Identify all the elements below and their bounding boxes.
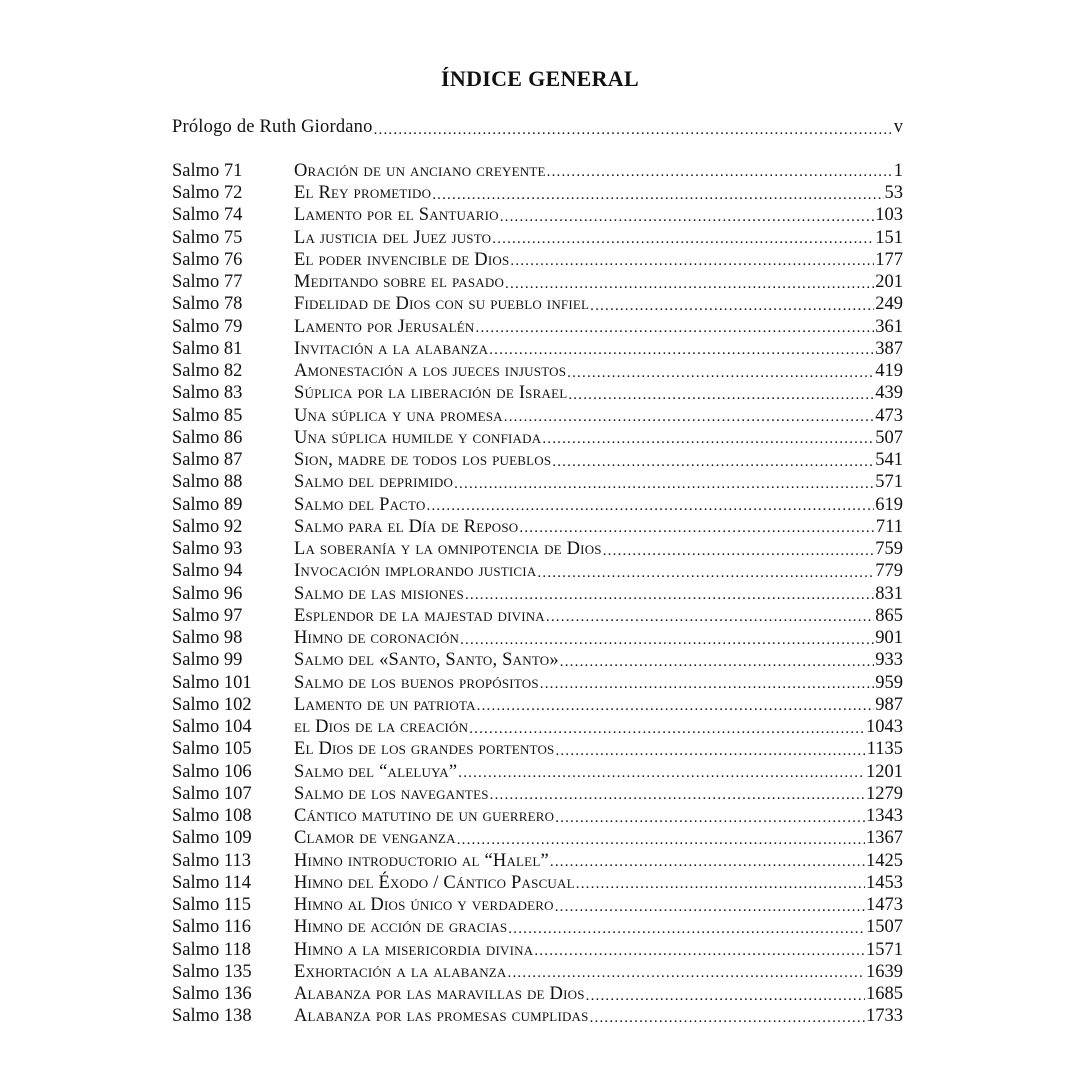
toc-entry bbox=[294, 918, 903, 937]
toc-entry bbox=[294, 562, 903, 581]
psalm-title: El Dios de los grandes portentos bbox=[294, 739, 555, 760]
psalm-title: Oración de un anciano creyente bbox=[294, 160, 546, 181]
toc-entry bbox=[294, 451, 903, 470]
toc-entry bbox=[294, 540, 903, 559]
toc-row bbox=[172, 203, 903, 225]
toc-row bbox=[172, 892, 903, 914]
dot-leader bbox=[504, 410, 874, 425]
page-number: 1043 bbox=[866, 717, 903, 737]
dot-leader bbox=[568, 388, 874, 403]
dot-leader bbox=[510, 254, 874, 269]
psalm-title: La justicia del Juez justo bbox=[294, 227, 492, 248]
psalm-number: Salmo 109 bbox=[172, 828, 252, 849]
toc-entry bbox=[294, 162, 903, 181]
page-number: 933 bbox=[875, 650, 903, 671]
toc-entry bbox=[294, 206, 903, 225]
page-number: 1733 bbox=[866, 1006, 903, 1027]
psalm-number: Salmo 83 bbox=[172, 383, 243, 404]
toc-row bbox=[172, 247, 903, 269]
psalm-number: Salmo 107 bbox=[172, 783, 252, 804]
toc-row bbox=[172, 336, 903, 358]
dot-leader bbox=[547, 165, 893, 180]
toc-entry bbox=[294, 473, 903, 492]
psalm-title: el Dios de la creación bbox=[294, 717, 469, 737]
toc-entry bbox=[294, 184, 903, 203]
dot-leader bbox=[505, 277, 874, 292]
page-number: 1367 bbox=[866, 828, 903, 849]
toc-row bbox=[172, 514, 903, 536]
toc-row bbox=[172, 959, 903, 981]
psalm-title: Salmo del «Santo, Santo, Santo» bbox=[294, 650, 559, 671]
toc-row bbox=[172, 648, 903, 670]
page-number: 1685 bbox=[866, 984, 903, 1004]
psalm-number: Salmo 98 bbox=[172, 628, 243, 648]
toc-row bbox=[172, 870, 903, 892]
toc-row bbox=[172, 314, 903, 336]
toc-entry bbox=[294, 607, 903, 626]
psalm-title: El Rey prometido bbox=[294, 183, 432, 203]
page-number: 1425 bbox=[866, 850, 903, 871]
psalm-title: Lamento por el Santuario bbox=[294, 205, 499, 226]
psalm-title: Salmo de los navegantes bbox=[294, 783, 489, 804]
psalm-number: Salmo 102 bbox=[172, 694, 252, 715]
toc-entry bbox=[294, 496, 903, 515]
psalm-title: Himno de coronación bbox=[294, 628, 460, 648]
psalm-number: Salmo 76 bbox=[172, 249, 243, 270]
page-number: 361 bbox=[875, 316, 903, 337]
psalm-title: Salmo del Pacto bbox=[294, 494, 426, 515]
toc-row bbox=[172, 759, 903, 781]
toc-row bbox=[172, 403, 903, 425]
page-number: 473 bbox=[875, 405, 903, 426]
dot-leader bbox=[476, 321, 875, 336]
page-number: 1343 bbox=[866, 806, 903, 826]
page-number: 103 bbox=[875, 205, 903, 226]
toc-entry bbox=[294, 362, 903, 381]
dot-leader bbox=[590, 299, 874, 314]
page-number: 201 bbox=[875, 272, 903, 292]
page-number: 571 bbox=[875, 472, 903, 493]
toc-row bbox=[172, 447, 903, 469]
toc-row bbox=[172, 1004, 903, 1026]
dot-leader bbox=[465, 588, 874, 603]
psalm-number: Salmo 114 bbox=[172, 872, 251, 893]
psalm-title: Meditando sobre el pasado bbox=[294, 272, 505, 292]
psalm-title: Salmo del “aleluya” bbox=[294, 761, 458, 782]
toc-row bbox=[172, 559, 903, 581]
toc-entry bbox=[294, 273, 903, 292]
table-of-contents bbox=[172, 158, 903, 1026]
psalm-title: Una súplica y una promesa bbox=[294, 405, 503, 426]
psalm-number: Salmo 105 bbox=[172, 739, 252, 760]
toc-row bbox=[172, 536, 903, 558]
toc-row bbox=[172, 180, 903, 202]
dot-leader bbox=[567, 366, 874, 381]
toc-entry bbox=[294, 340, 903, 359]
toc-row bbox=[172, 670, 903, 692]
toc-row bbox=[172, 803, 903, 825]
psalm-title: El poder invencible de Dios bbox=[294, 249, 510, 270]
toc-entry bbox=[294, 251, 903, 270]
psalm-number: Salmo 77 bbox=[172, 272, 243, 292]
psalm-number: Salmo 138 bbox=[172, 1006, 252, 1027]
psalm-title: Invocación implorando justicia bbox=[294, 561, 537, 582]
toc-row bbox=[172, 470, 903, 492]
toc-entry bbox=[294, 295, 903, 314]
toc-entry bbox=[294, 852, 903, 871]
psalm-number: Salmo 74 bbox=[172, 205, 243, 226]
toc-row bbox=[172, 425, 903, 447]
psalm-number: Salmo 136 bbox=[172, 984, 252, 1004]
psalm-number: Salmo 85 bbox=[172, 405, 243, 426]
psalm-number: Salmo 82 bbox=[172, 361, 243, 381]
psalm-number: Salmo 72 bbox=[172, 183, 243, 203]
dot-leader bbox=[534, 944, 865, 959]
psalm-number: Salmo 104 bbox=[172, 717, 252, 737]
psalm-title: La soberanía y la omnipotencia de Dios bbox=[294, 539, 602, 559]
toc-row bbox=[172, 737, 903, 759]
dot-leader bbox=[458, 766, 865, 781]
toc-row bbox=[172, 915, 903, 937]
page-number: 541 bbox=[875, 450, 903, 470]
toc-entry bbox=[294, 229, 903, 248]
dot-leader bbox=[555, 900, 865, 915]
toc-entry bbox=[294, 585, 903, 604]
page-number: 619 bbox=[875, 494, 903, 515]
prologue-entry bbox=[172, 114, 903, 138]
toc-entry bbox=[294, 429, 903, 448]
psalm-number: Salmo 87 bbox=[172, 450, 243, 470]
psalm-number: Salmo 93 bbox=[172, 539, 243, 559]
toc-entry bbox=[294, 696, 903, 715]
toc-row bbox=[172, 625, 903, 647]
psalm-title: Salmo de los buenos propósitos bbox=[294, 672, 539, 693]
dot-leader bbox=[603, 544, 875, 559]
dot-leader bbox=[457, 833, 865, 848]
dot-leader bbox=[552, 455, 874, 470]
psalm-number: Salmo 115 bbox=[172, 895, 251, 915]
psalm-title: Himno a la misericordia divina bbox=[294, 939, 534, 960]
toc-entry bbox=[294, 629, 903, 648]
page-number: 901 bbox=[875, 628, 903, 648]
toc-row bbox=[172, 292, 903, 314]
psalm-number: Salmo 108 bbox=[172, 806, 252, 826]
page-number: 419 bbox=[875, 361, 903, 381]
dot-leader bbox=[508, 922, 865, 937]
toc-entry bbox=[294, 807, 903, 826]
psalm-title: Sion, madre de todos los pueblos bbox=[294, 450, 552, 470]
psalm-number: Salmo 113 bbox=[172, 850, 251, 871]
toc-entry bbox=[294, 941, 903, 960]
dot-leader bbox=[477, 699, 875, 714]
psalm-number: Salmo 118 bbox=[172, 939, 251, 960]
psalm-number: Salmo 135 bbox=[172, 961, 252, 982]
dot-leader bbox=[469, 722, 865, 737]
psalm-title: Lamento de un patriota bbox=[294, 694, 476, 715]
toc-entry bbox=[294, 674, 903, 693]
page-number: 1135 bbox=[866, 739, 903, 760]
dot-leader bbox=[555, 744, 865, 759]
toc-entry bbox=[294, 785, 903, 804]
dot-leader bbox=[490, 788, 865, 803]
toc-row bbox=[172, 269, 903, 291]
dot-leader bbox=[546, 610, 874, 625]
psalm-title: Alabanza por las promesas cumplidas bbox=[294, 1006, 589, 1027]
dot-leader bbox=[500, 210, 875, 225]
toc-row bbox=[172, 158, 903, 180]
dot-leader bbox=[454, 477, 874, 492]
dot-leader bbox=[460, 633, 874, 648]
prologue-label: Prólogo de Ruth Giordano bbox=[172, 117, 373, 137]
page-number: 387 bbox=[875, 338, 903, 359]
toc-entry bbox=[294, 1007, 903, 1026]
page-number: 249 bbox=[875, 294, 903, 315]
psalm-number: Salmo 116 bbox=[172, 917, 251, 938]
psalm-title: Salmo para el Día de Reposo bbox=[294, 516, 519, 537]
toc-row bbox=[172, 848, 903, 870]
toc-entry bbox=[294, 740, 903, 759]
psalm-number: Salmo 78 bbox=[172, 294, 243, 315]
psalm-title: Lamento por Jerusalén bbox=[294, 316, 475, 337]
page-number: 177 bbox=[875, 249, 903, 270]
toc-entry bbox=[294, 874, 903, 893]
toc-row bbox=[172, 581, 903, 603]
psalm-title: Una súplica humilde y confiada bbox=[294, 427, 542, 448]
psalm-title: Clamor de venganza bbox=[294, 828, 456, 849]
psalm-number: Salmo 89 bbox=[172, 494, 243, 515]
toc-row bbox=[172, 714, 903, 736]
dot-leader bbox=[489, 343, 874, 358]
prologue-page: v bbox=[893, 117, 903, 137]
psalm-title: Invitación a la alabanza bbox=[294, 338, 489, 359]
psalm-number: Salmo 96 bbox=[172, 583, 243, 604]
psalm-title: Himno de acción de gracias bbox=[294, 917, 508, 938]
psalm-number: Salmo 75 bbox=[172, 227, 243, 248]
dot-leader bbox=[374, 123, 893, 138]
psalm-number: Salmo 99 bbox=[172, 650, 243, 671]
page-number: 1507 bbox=[866, 917, 903, 938]
toc-row bbox=[172, 826, 903, 848]
toc-entry bbox=[294, 407, 903, 426]
toc-entry bbox=[294, 829, 903, 848]
dot-leader bbox=[590, 1011, 865, 1026]
toc-row bbox=[172, 937, 903, 959]
toc-row bbox=[172, 492, 903, 514]
toc-row bbox=[172, 381, 903, 403]
toc-entry bbox=[294, 384, 903, 403]
page-number: 987 bbox=[875, 694, 903, 715]
page-number: 711 bbox=[875, 516, 903, 537]
dot-leader bbox=[542, 432, 874, 447]
dot-leader bbox=[560, 655, 874, 670]
page-number: 507 bbox=[875, 427, 903, 448]
psalm-title: Súplica por la liberación de Israel bbox=[294, 383, 568, 404]
toc-row bbox=[172, 358, 903, 380]
dot-leader bbox=[576, 877, 865, 892]
psalm-title: Exhortación a la alabanza bbox=[294, 961, 507, 982]
page-number: 151 bbox=[875, 227, 903, 248]
psalm-title: Cántico matutino de un guerrero bbox=[294, 806, 555, 826]
psalm-number: Salmo 101 bbox=[172, 672, 252, 693]
page-number: 779 bbox=[875, 561, 903, 582]
page-number: 1571 bbox=[866, 939, 903, 960]
toc-entry bbox=[294, 896, 903, 915]
dot-leader bbox=[508, 966, 865, 981]
page-number: 1473 bbox=[866, 895, 903, 915]
psalm-title: Fidelidad de Dios con su pueblo infiel bbox=[294, 294, 590, 315]
page-number: 1453 bbox=[866, 872, 903, 893]
psalm-title: Himno al Dios único y verdadero bbox=[294, 895, 554, 915]
psalm-title: Salmo de las misiones bbox=[294, 583, 464, 604]
dot-leader bbox=[519, 521, 875, 536]
psalm-number: Salmo 81 bbox=[172, 338, 243, 359]
page-number: 1639 bbox=[866, 961, 903, 982]
dot-leader bbox=[537, 566, 874, 581]
psalm-number: Salmo 106 bbox=[172, 761, 252, 782]
dot-leader bbox=[427, 499, 875, 514]
page-number: 1279 bbox=[866, 783, 903, 804]
page-number: 1 bbox=[893, 160, 903, 181]
psalm-number: Salmo 88 bbox=[172, 472, 243, 493]
page-number: 1201 bbox=[866, 761, 903, 782]
toc-row bbox=[172, 781, 903, 803]
toc-entry bbox=[294, 963, 903, 982]
toc-row bbox=[172, 692, 903, 714]
dot-leader bbox=[550, 855, 865, 870]
toc-row bbox=[172, 981, 903, 1003]
psalm-title: Himno del Éxodo / Cántico Pascual bbox=[294, 872, 575, 893]
psalm-title: Esplendor de la majestad divina bbox=[294, 605, 545, 626]
psalm-number: Salmo 71 bbox=[172, 160, 243, 181]
dot-leader bbox=[432, 188, 883, 203]
psalm-number: Salmo 79 bbox=[172, 316, 243, 337]
page-number: 439 bbox=[875, 383, 903, 404]
page-number: 865 bbox=[875, 605, 903, 626]
psalm-title: Alabanza por las maravillas de Dios bbox=[294, 984, 585, 1004]
toc-entry bbox=[294, 518, 903, 537]
dot-leader bbox=[540, 677, 874, 692]
toc-row bbox=[172, 603, 903, 625]
psalm-number: Salmo 92 bbox=[172, 516, 243, 537]
dot-leader bbox=[586, 989, 865, 1004]
psalm-number: Salmo 86 bbox=[172, 427, 243, 448]
toc-row bbox=[172, 225, 903, 247]
toc-entry bbox=[294, 651, 903, 670]
toc-entry bbox=[294, 318, 903, 337]
toc-entry bbox=[294, 763, 903, 782]
dot-leader bbox=[555, 811, 865, 826]
psalm-number: Salmo 94 bbox=[172, 561, 243, 582]
page-number: 759 bbox=[875, 539, 903, 559]
page-number: 831 bbox=[875, 583, 903, 604]
psalm-title: Himno introductorio al “Halel” bbox=[294, 850, 549, 871]
dot-leader bbox=[492, 232, 874, 247]
toc-entry bbox=[294, 985, 903, 1004]
psalm-number: Salmo 97 bbox=[172, 605, 243, 626]
page-title: ÍNDICE GENERAL bbox=[441, 66, 639, 91]
page-number: 53 bbox=[884, 183, 903, 203]
psalm-title: Salmo del deprimido bbox=[294, 472, 454, 493]
toc-entry bbox=[294, 718, 903, 737]
page-number: 959 bbox=[875, 672, 903, 693]
psalm-title: Amonestación a los jueces injustos bbox=[294, 361, 567, 381]
